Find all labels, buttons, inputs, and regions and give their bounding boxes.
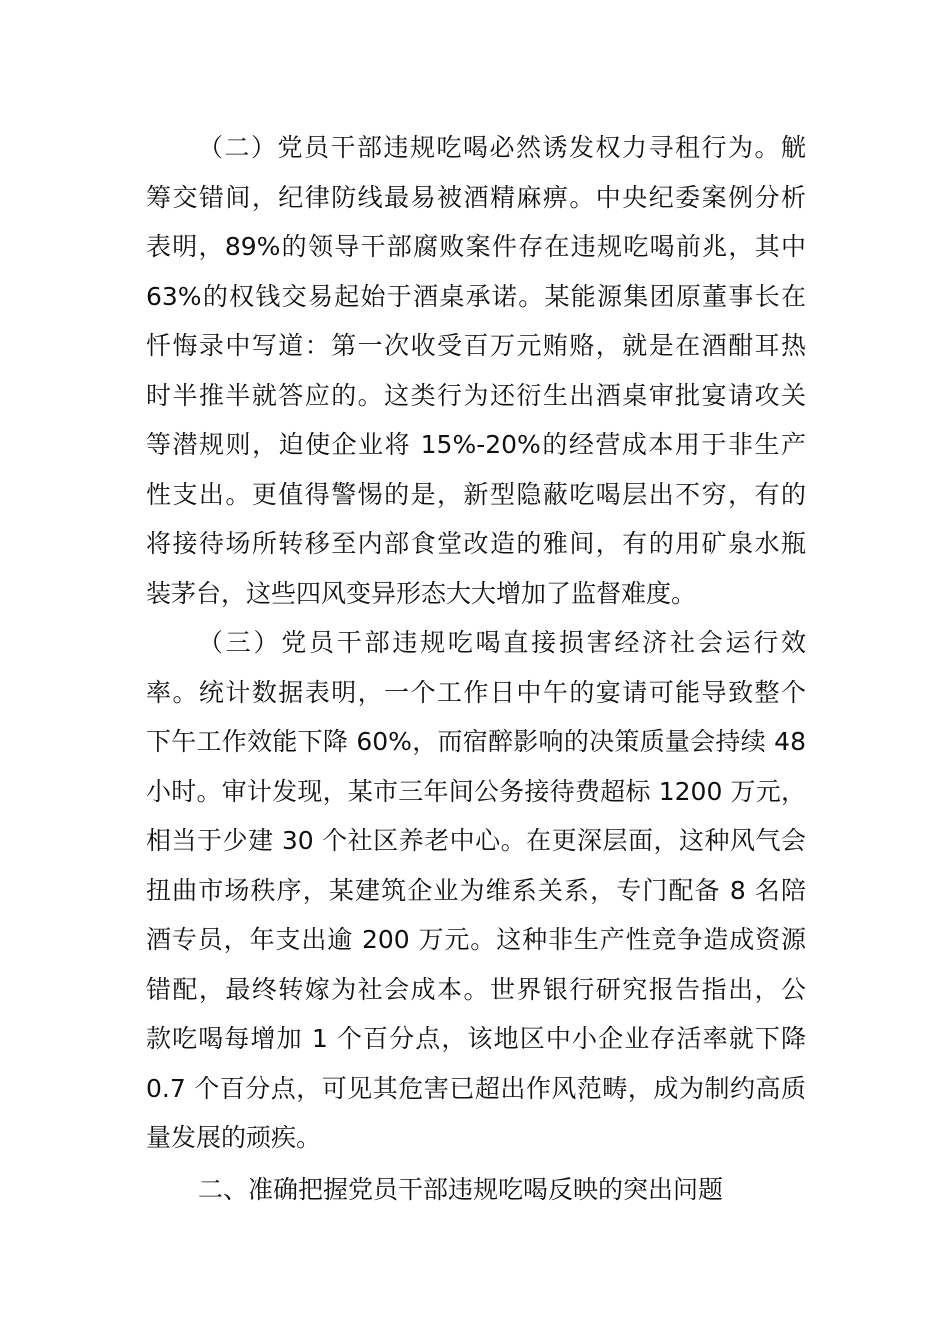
paragraph-three bbox=[146, 618, 806, 1163]
text-line: 相当于少建 30 个社区养老中心。在更深层面，这种风气会 bbox=[146, 826, 806, 855]
text-line: 款吃喝每增加 1 个百分点，该地区中小企业存活率就下降 bbox=[146, 1024, 806, 1053]
text-line: 0.7 个百分点，可见其危害已超出作风范畴，成为制约高质 bbox=[146, 1073, 806, 1103]
text-line: 63%的权钱交易起始于酒桌承诺。某能源集团原董事长在 bbox=[146, 281, 806, 311]
text-line: （三）党员干部违规吃喝直接损害经济社会运行效 bbox=[198, 628, 806, 657]
text-line: 错配，最终转嫁为社会成本。世界银行研究报告指出，公 bbox=[146, 974, 806, 1004]
text-line: 将接待场所转移至内部食堂改造的雅间，有的用矿泉水瓶 bbox=[146, 529, 806, 558]
text-line: 小时。审计发现，某市三年间公务接待费超标 1200 万元， bbox=[146, 776, 806, 806]
text-line: 下午工作效能下降 60%，而宿醉影响的决策质量会持续 48 bbox=[146, 727, 806, 756]
section-heading: 二、准确把握党员干部违规吃喝反映的突出问题 bbox=[198, 1174, 724, 1204]
text-line: 筹交错间，纪律防线最易被酒精麻痹。中央纪委案例分析 bbox=[146, 182, 806, 212]
document-body bbox=[146, 123, 806, 1214]
text-line: 装茅台，这些四风变异形态大大增加了监督难度。 bbox=[146, 578, 697, 608]
text-line: 表明，89%的领导干部腐败案件存在违规吃喝前兆，其中 bbox=[146, 232, 806, 261]
text-line: （二）党员干部违规吃喝必然诱发权力寻租行为。觥 bbox=[198, 133, 806, 162]
text-line: 量发展的顽疾。 bbox=[146, 1123, 322, 1152]
text-line: 等潜规则，迫使企业将 15%-20%的经营成本用于非生产 bbox=[146, 430, 806, 459]
text-line: 忏悔录中写道：第一次收受百万元贿赂，就是在酒酣耳热 bbox=[146, 331, 806, 360]
text-line: 扭曲市场秩序，某建筑企业为维系关系，专门配备 8 名陪 bbox=[146, 875, 806, 905]
text-line: 性支出。更值得警惕的是，新型隐蔽吃喝层出不穷，有的 bbox=[146, 479, 806, 509]
paragraph-two bbox=[146, 123, 806, 618]
text-line: 时半推半就答应的。这类行为还衍生出酒桌审批宴请攻关 bbox=[146, 380, 806, 410]
text-line: 酒专员，年支出逾 200 万元。这种非生产性竞争造成资源 bbox=[146, 925, 806, 954]
text-line: 率。统计数据表明，一个工作日中午的宴请可能导致整个 bbox=[146, 677, 806, 707]
